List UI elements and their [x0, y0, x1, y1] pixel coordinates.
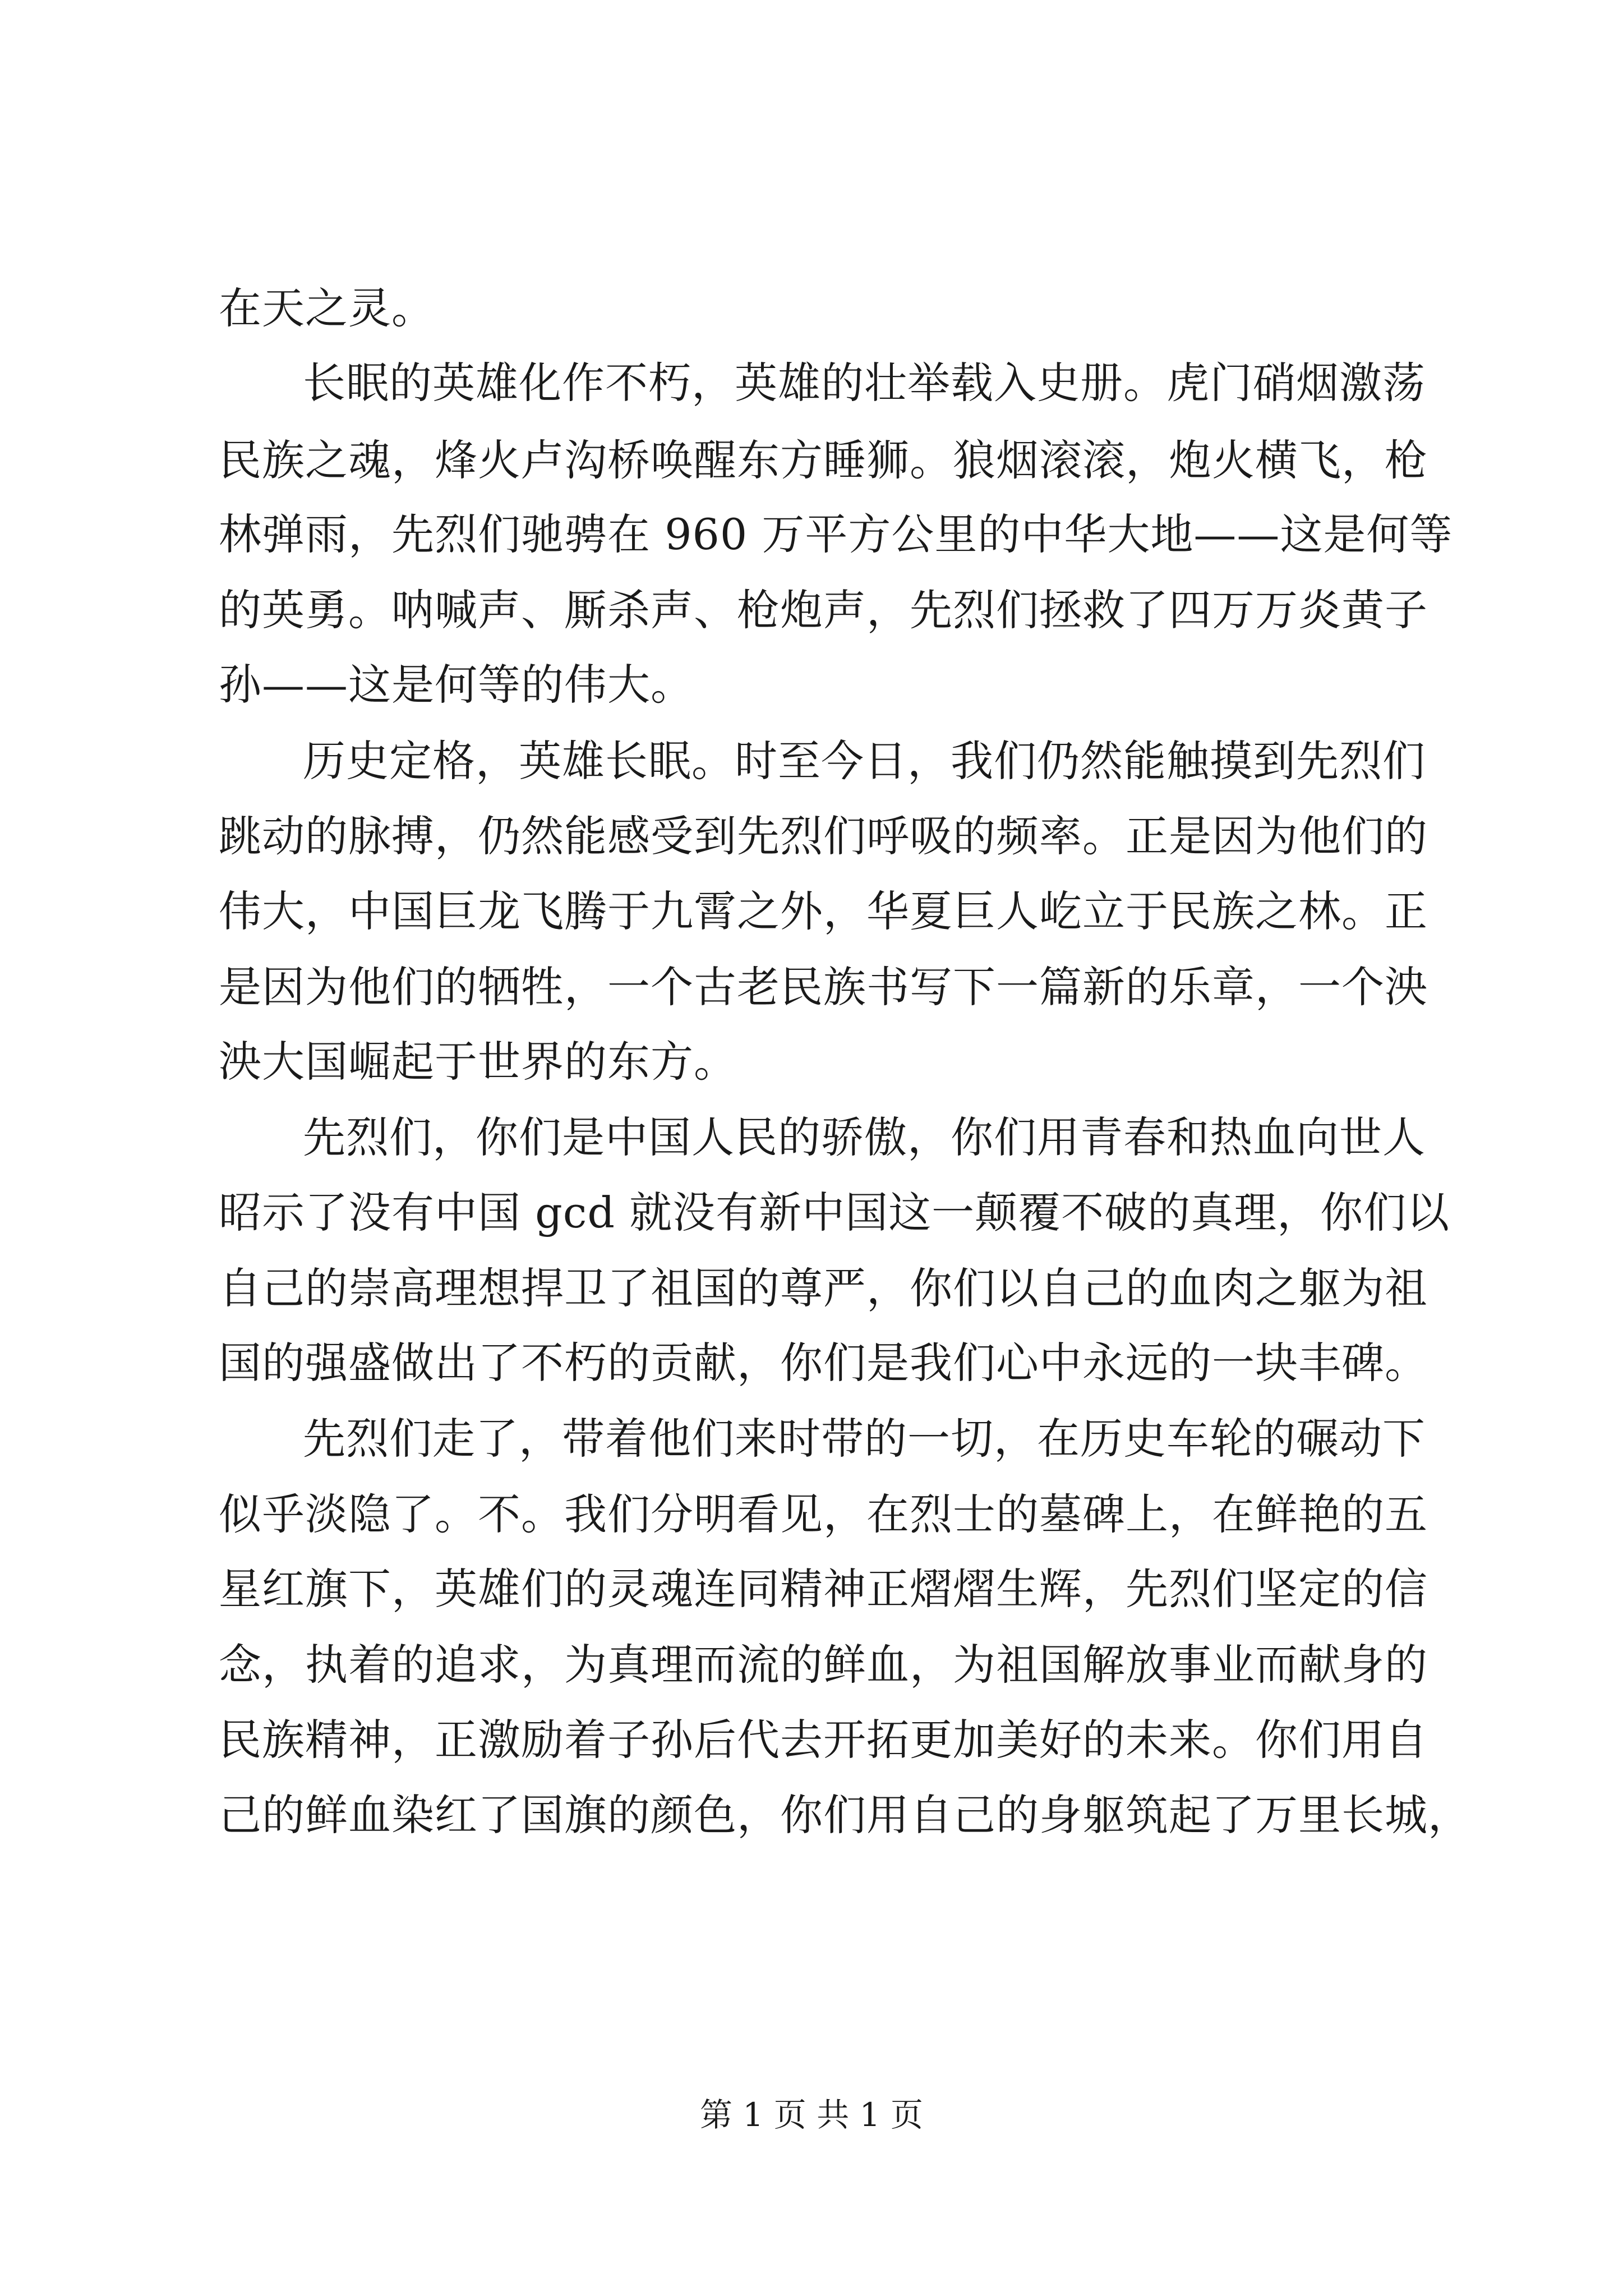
- paragraph-first-line: 先烈们，你们是中国人民的骄傲，你们用青春和热血向世人: [303, 1112, 1426, 1162]
- text-line: 昭示了没有中国 gcd 就没有新中国这一颠覆不破的真理，你们以: [219, 1188, 1450, 1237]
- text-line: 念，执着的追求，为真理而流的鲜血，为祖国解放事业而献身的: [219, 1640, 1428, 1690]
- text-line: 国的强盛做出了不朽的贡献，你们是我们心中永远的一块丰碑。: [219, 1338, 1428, 1388]
- paragraph-first-line: 先烈们走了，带着他们来时带的一切，在历史车轮的碾动下: [303, 1414, 1426, 1464]
- text-line: 的英勇。呐喊声、厮杀声、枪炮声，先烈们拯救了四万万炎黄子: [219, 585, 1428, 635]
- paragraph-first-line: 历史定格，英雄长眠。时至今日，我们仍然能触摸到先烈们: [303, 736, 1426, 786]
- text-line: 孙——这是何等的伟大。: [219, 660, 694, 710]
- text-line: 民族之魂，烽火卢沟桥唤醒东方睡狮。狼烟滚滚，炮火横飞，枪: [219, 435, 1428, 485]
- text-line: 民族精神，正激励着子孙后代去开拓更加美好的未来。你们用自: [219, 1715, 1428, 1765]
- text-line: 己的鲜血染红了国旗的颜色，你们用自己的身躯筑起了万里长城，: [219, 1790, 1471, 1840]
- text-line: 是因为他们的牺牲，一个古老民族书写下一篇新的乐章，一个泱: [219, 962, 1428, 1012]
- text-line: 泱大国崛起于世界的东方。: [219, 1037, 737, 1087]
- text-line: 林弹雨，先烈们驰骋在 960 万平方公里的中华大地——这是何等: [219, 509, 1453, 559]
- text-line: 星红旗下，英雄们的灵魂连同精神正熠熠生辉，先烈们坚定的信: [219, 1564, 1428, 1614]
- paragraph-first-line: 长眠的英雄化作不朽，英雄的壮举载入史册。虎门硝烟激荡: [303, 358, 1426, 408]
- text-line: 自己的崇高理想捍卫了祖国的尊严，你们以自己的血肉之躯为祖: [219, 1263, 1428, 1313]
- text-line: 似乎淡隐了。不。我们分明看见，在烈士的墓碑上，在鲜艳的五: [219, 1489, 1428, 1539]
- text-line: 在天之灵。: [219, 283, 435, 333]
- text-line: 跳动的脉搏，仍然能感受到先烈们呼吸的频率。正是因为他们的: [219, 811, 1428, 861]
- text-line: 伟大，中国巨龙飞腾于九霄之外，华夏巨人屹立于民族之林。正: [219, 886, 1428, 936]
- page-footer: 第 1 页 共 1 页: [700, 2096, 923, 2134]
